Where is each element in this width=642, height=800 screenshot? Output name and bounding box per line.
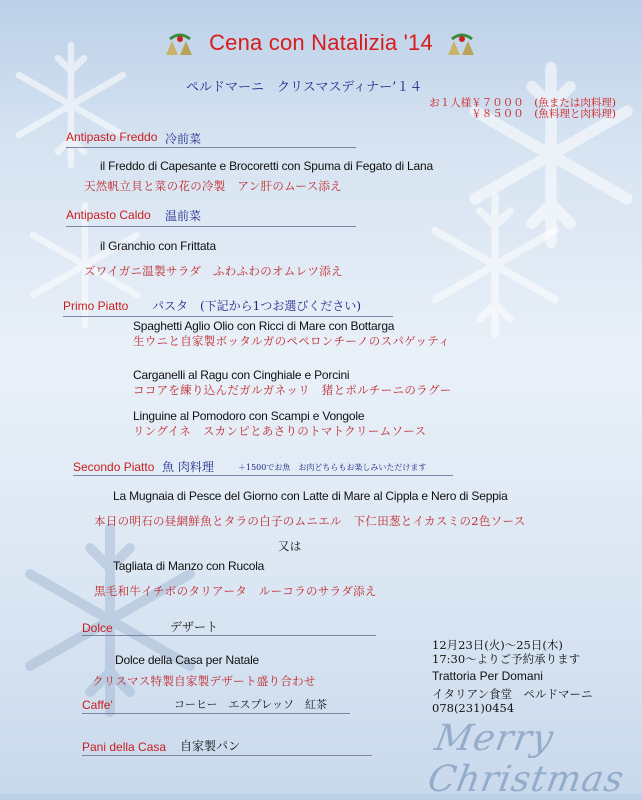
divider	[66, 226, 356, 227]
menu-item-jp: ココアを練り込んだガルガネッリ 猪とポルチーニのラグー	[133, 383, 452, 397]
snowflake-icon	[6, 40, 136, 170]
section-note: ＋1500でお魚 お肉どちらもお楽しみいただけます	[238, 463, 427, 472]
section-jp-antipasto-caldo: 温前菜	[165, 209, 202, 223]
section-jp-pani: 自家製パン	[180, 739, 241, 753]
menu-item-it: Tagliata di Manzo con Rucola	[113, 559, 265, 573]
section-jp-dolce: デザート	[170, 620, 219, 634]
page-title: Cena con Natalizia '14	[209, 30, 433, 55]
divider	[73, 475, 453, 476]
section-label-antipasto-caldo: Antipasto Caldo	[66, 208, 151, 222]
menu-item-jp: クリスマス特製自家製デザート盛り合わせ	[92, 674, 316, 688]
section-jp-antipasto-freddo: 冷前菜	[165, 132, 202, 146]
divider	[66, 147, 356, 148]
section-label-dolce: Dolce	[82, 621, 113, 635]
divider	[82, 713, 350, 714]
menu-item-jp: リングイネ スカンピとあさりのトマトクリームソース	[133, 424, 427, 438]
price-line-1: お１人様￥７０００ (魚または肉料理)	[429, 97, 616, 109]
title-row	[0, 30, 642, 59]
menu-item-it: il Freddo di Capesante e Brocoretti con Spuma di Fegato di Lana	[100, 159, 433, 173]
menu-item-jp: 黒毛和牛イチボのタリアータ ルーコラのサラダ添え	[94, 584, 377, 598]
divider	[82, 755, 372, 756]
snowflake-icon	[420, 190, 570, 340]
menu-item-jp: ズワイガニ温製サラダ ふわふわのオムレツ添え	[84, 264, 343, 278]
divider	[82, 635, 376, 636]
divider	[63, 316, 393, 317]
menu-item-it: Dolce della Casa per Natale	[115, 653, 260, 667]
section-jp-caffe: コーヒー エスプレッソ 紅茶	[174, 698, 328, 711]
menu-item-it: Carganelli al Ragu con Cinghiale e Porcini	[133, 368, 350, 382]
info-time: 17:30～よりご予約承ります	[432, 652, 581, 666]
menu-item-it: Linguine al Pomodoro con Scampi e Vongole	[133, 409, 365, 423]
merry-christmas-greeting: Merry Christmas	[424, 718, 628, 800]
info-dates: 12月23日(火)～25日(木)	[432, 638, 563, 652]
or-separator: 又は	[278, 539, 302, 553]
restaurant-name-it: Trattoria Per Domani	[432, 669, 543, 683]
section-label-pani: Pani della Casa	[82, 740, 167, 754]
phone-number: 078(231)0454	[432, 701, 515, 715]
section-label-antipasto-freddo: Antipasto Freddo	[66, 130, 158, 144]
menu-item-it: il Granchio con Frittata	[100, 239, 216, 253]
bell-icon	[444, 33, 480, 59]
menu-item-jp: 生ウニと自家製ボッタルガのペペロンチーノのスパゲッティ	[133, 334, 450, 348]
menu-item-jp: 天然帆立貝と菜の花の冷製 アン肝のムース添え	[84, 179, 342, 193]
section-label-secondo-piatto: Secondo Piatto	[73, 460, 155, 474]
section-jp-primo-piatto: パスタ (下記から1つお選びください)	[152, 299, 361, 313]
menu-item-it: Spaghetti Aglio Olio con Ricci di Mare con Bottarga	[133, 319, 395, 333]
restaurant-name-jp: イタリアン食堂 ペルドマーニ	[432, 687, 593, 701]
section-label-caffe: Caffe'	[82, 698, 113, 712]
section-jp-secondo-piatto: 魚 肉料理	[162, 460, 214, 474]
bell-icon	[162, 33, 198, 59]
subtitle: ペルドマーニ クリスマスディナー’１４	[186, 80, 423, 95]
price-line-2: ￥８５００ (魚料理と肉料理)	[471, 108, 616, 120]
menu-item-it: La Mugnaia di Pesce del Giorno con Latte di Mare al Cippla e Nero di Seppia	[113, 489, 508, 503]
menu-item-jp: 本日の明石の昼網鮮魚とタラの白子のムニエル 下仁田葱とイカスミの2色ソース	[94, 514, 526, 528]
section-label-primo-piatto: Primo Piatto	[63, 299, 129, 313]
